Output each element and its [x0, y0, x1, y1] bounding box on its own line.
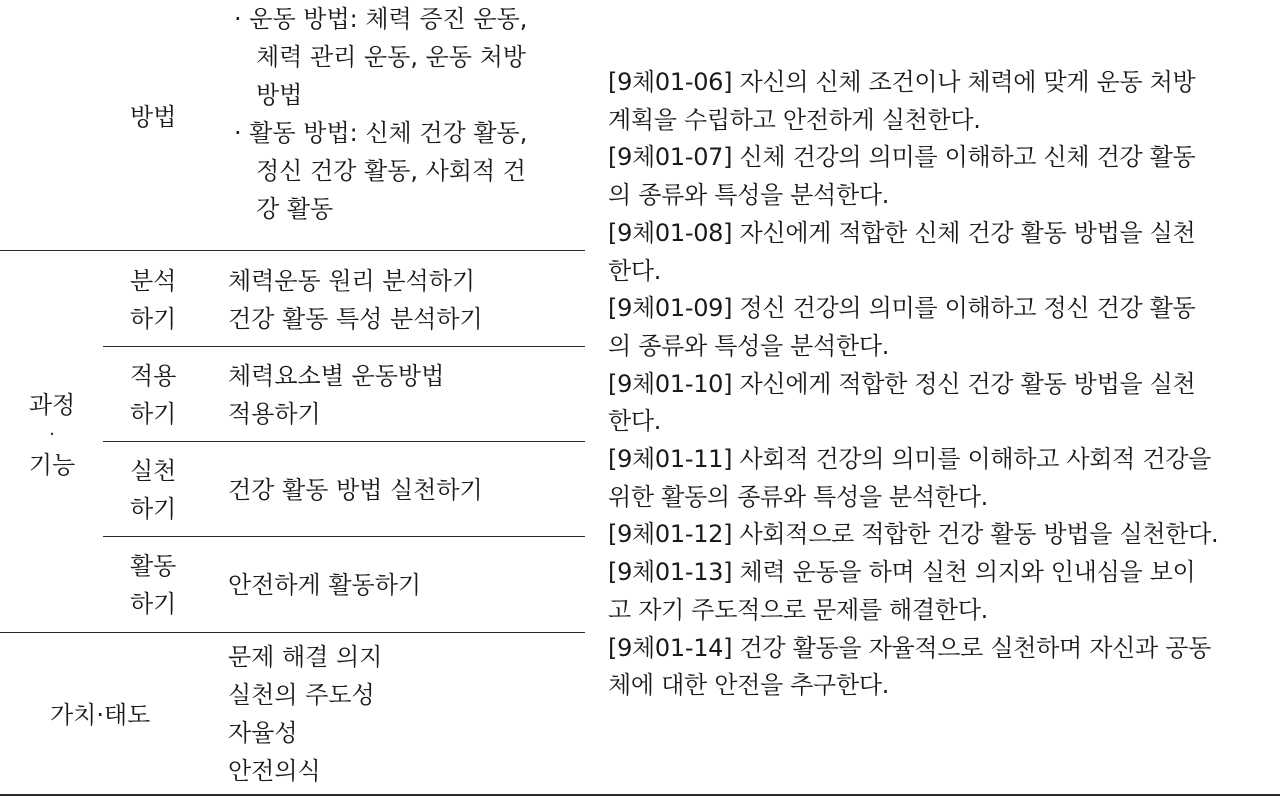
- divider-method-process: [0, 250, 585, 251]
- standard-line: [9체01-09] 정신 건강의 의미를 이해하고 정신 건강 활동: [608, 294, 1196, 323]
- method-line: · 활동 방법: 신체 건강 활동,: [234, 119, 528, 147]
- values-label: 가치·태도: [50, 701, 151, 729]
- process-item: 적용하기: [228, 400, 321, 428]
- standard-line: [9체01-07] 신체 건강의 의미를 이해하고 신체 건강 활동: [608, 143, 1196, 172]
- standard-line: 한다.: [608, 256, 662, 285]
- verb-line: 하기: [130, 400, 177, 428]
- method-line: · 운동 방법: 체력 증진 운동,: [234, 5, 528, 33]
- standard-line: 위한 활동의 종류와 특성을 분석한다.: [608, 482, 988, 511]
- verb-line: 실천: [130, 457, 177, 485]
- standard-line: [9체01-08] 자신에게 적합한 신체 건강 활동 방법을 실천: [608, 218, 1196, 247]
- standard-line: 고 자기 주도적으로 문제를 해결한다.: [608, 595, 988, 624]
- method-line: 체력 관리 운동, 운동 처방: [256, 43, 526, 71]
- process-label-top: 과정: [28, 391, 76, 419]
- process-item: 건강 활동 특성 분석하기: [228, 305, 483, 333]
- process-row-verb: [130, 452, 176, 528]
- value-item: 문제 해결 의지: [228, 643, 383, 671]
- process-skills-label: [22, 388, 82, 482]
- divider-process-row-3: [103, 536, 585, 537]
- process-row-verb: [130, 262, 176, 338]
- method-label: 방법: [130, 103, 177, 131]
- standard-line: [9체01-14] 건강 활동을 자율적으로 실천하며 자신과 공동: [608, 633, 1211, 662]
- process-item: 건강 활동 방법 실천하기: [228, 476, 483, 504]
- value-item: 실천의 주도성: [228, 681, 375, 709]
- verb-line: 하기: [130, 305, 177, 333]
- process-label-bottom: 기능: [28, 451, 76, 479]
- method-line: 정신 건강 활동, 사회적 건: [256, 157, 526, 185]
- process-item: 안전하게 활동하기: [228, 571, 422, 599]
- standard-line: 의 종류와 특성을 분석한다.: [608, 331, 890, 360]
- verb-line: 활동: [130, 552, 177, 580]
- values-items: [228, 638, 382, 790]
- value-item: 자율성: [228, 719, 298, 747]
- process-item: 체력요소별 운동방법: [228, 362, 445, 390]
- method-line: 강 활동: [256, 195, 334, 223]
- standard-line: [9체01-10] 자신에게 적합한 정신 건강 활동 방법을 실천: [608, 369, 1196, 398]
- standard-line: 의 종류와 특성을 분석한다.: [608, 181, 890, 210]
- process-row-verb: [130, 357, 176, 433]
- divider-process-row-1: [103, 346, 585, 347]
- standard-line: [9체01-12] 사회적으로 적합한 건강 활동 방법을 실천한다.: [608, 520, 1219, 549]
- value-item: 안전의식: [228, 757, 321, 785]
- divider-process-row-2: [103, 441, 585, 442]
- process-row-items: [228, 357, 444, 433]
- table-bottom-border: [0, 794, 1280, 796]
- divider-process-values: [0, 632, 585, 633]
- process-row-verb: [130, 547, 176, 623]
- method-line: 방법: [256, 81, 303, 109]
- verb-line: 하기: [130, 590, 177, 618]
- method-content: [234, 0, 527, 228]
- standard-line: [9체01-11] 사회적 건강의 의미를 이해하고 사회적 건강을: [608, 445, 1211, 474]
- achievement-standards: [608, 64, 1273, 705]
- process-label-dot: ·: [49, 424, 55, 445]
- verb-line: 적용: [130, 362, 177, 390]
- standard-line: 한다.: [608, 407, 662, 436]
- standard-line: [9체01-13] 체력 운동을 하며 실천 의지와 인내심을 보이: [608, 558, 1196, 587]
- standard-line: 계획을 수립하고 안전하게 실천한다.: [608, 105, 981, 134]
- process-item: 체력운동 원리 분석하기: [228, 267, 476, 295]
- process-row-items: [228, 262, 483, 338]
- verb-line: 분석: [130, 267, 177, 295]
- verb-line: 하기: [130, 495, 177, 523]
- standard-line: 체에 대한 안전을 추구한다.: [608, 671, 890, 700]
- standard-line: [9체01-06] 자신의 신체 조건이나 체력에 맞게 운동 처방: [608, 68, 1196, 96]
